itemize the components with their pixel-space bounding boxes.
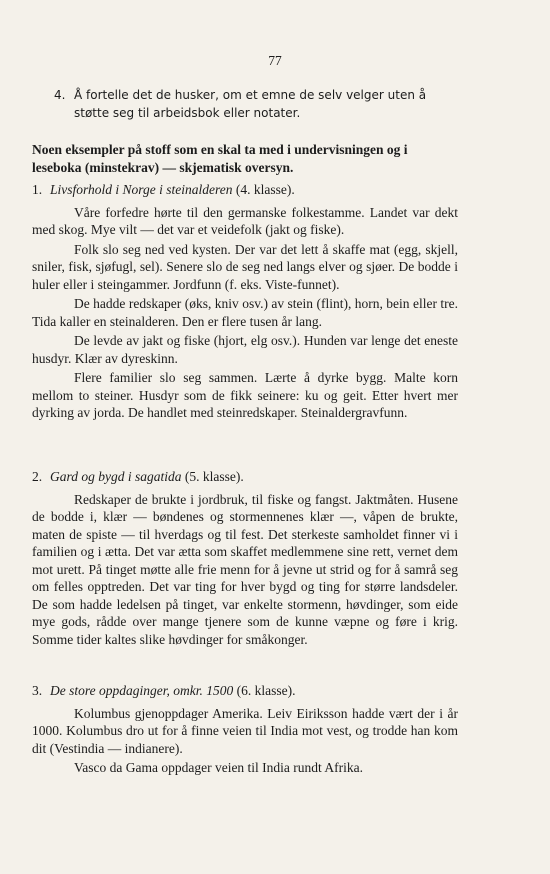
list-item-number: 4.: [54, 88, 66, 102]
paragraph: Kolumbus gjenoppdager Amerika. Leiv Eiriksson hadde vært der i år 1000. Kolumbus dro ut for å finne veien til India mot vest, og trodde han kom dit (Vestindia — indianere).: [32, 705, 458, 756]
paragraph: Vasco da Gama oppdager veien til India rundt Afrika.: [74, 760, 364, 775]
section-title: Livsforhold i Norge i steinalderen: [50, 182, 233, 197]
section-header: [32, 181, 458, 199]
paragraph: De levde av jakt og fiske (hjort, elg osv.). Hunden var lenge det eneste husdyr. Klær av dyreskinn.: [32, 333, 458, 366]
list-item-4: [54, 86, 464, 122]
section-1: [32, 181, 458, 424]
paragraph: Flere familier slo seg sammen. Lærte å dyrke bygg. Malte korn mellom to steiner. Husdyr som de fikk seinere: ku og geit. Etter hvert mer dyrking av jorda. De handlet med steinredskaper. Steinaldergravfunn.: [32, 370, 458, 420]
section-header: [32, 682, 458, 700]
section-number: 2.: [32, 469, 43, 484]
section-2: [32, 468, 458, 650]
section-title: De store oppdaginger, omkr. 1500: [50, 683, 234, 698]
paragraph: Folk slo seg ned ved kysten. Der var det lett å skaffe mat (egg, skjell, sniler, fisk, sjøfugl, sel). Senere slo de seg ned langs elver og sjøer. De bodde i huler eller i steingammer. Jordfunn (f. eks. Viste-funnet).: [32, 241, 458, 292]
section-number: 3.: [32, 683, 43, 698]
section-grade: (5. klasse).: [181, 469, 244, 484]
section-3: [32, 682, 458, 779]
section-header: [32, 468, 458, 486]
page-number: 77: [268, 53, 282, 68]
list-item-text: Å fortelle det de husker, om et emne de selv velger uten å støtte seg til arbeidsbok eller notater.: [74, 88, 427, 120]
section-grade: (4. klasse).: [232, 182, 295, 197]
section-title: Gard og bygd i sagatida: [50, 469, 182, 484]
paragraph: Redskaper de brukte i jordbruk, til fiske og fangst. Jaktmåten. Husene de bodde i, klær — bøndenes og stormennenes klær —, våpen de brukte, maten de spiste — til hverdags og til fest. Det sterkeste samholdet finner vi i familien og i ætta. Det var ætta som skaffet medlemmene sine rett, vernet dem mot urett. På tinget møtte alle frie menn for å jevne ut strid og for å samrå seg om felles opptreden. Det var ting for hver bygd og ting for større landsdeler. De som hadde ledelsen på tinget, var enkelte stormenn, høvdinger, som eide mye gods, rådde over mange tjenere som de kunne væpne og føre i krig. Somme tider kaltes slike høvdinger for småkonger.: [32, 491, 458, 647]
section-grade: (6. klasse).: [233, 683, 296, 698]
section-heading: Noen eksempler på stoff som en skal ta med i undervisningen og i leseboka (minstekrav) — skjematisk oversyn.: [32, 142, 408, 175]
paragraph: Våre forfedre hørte til den germanske folkestamme. Landet var dekt med skog. Mye vilt — det var et veidefolk (jakt og fiske).: [32, 204, 458, 237]
section-number: 1.: [32, 182, 43, 197]
paragraph: De hadde redskaper (øks, kniv osv.) av stein (flint), horn, bein eller tre. Tida kaller en steinalderen. Den er flere tusen år lang.: [32, 296, 458, 329]
